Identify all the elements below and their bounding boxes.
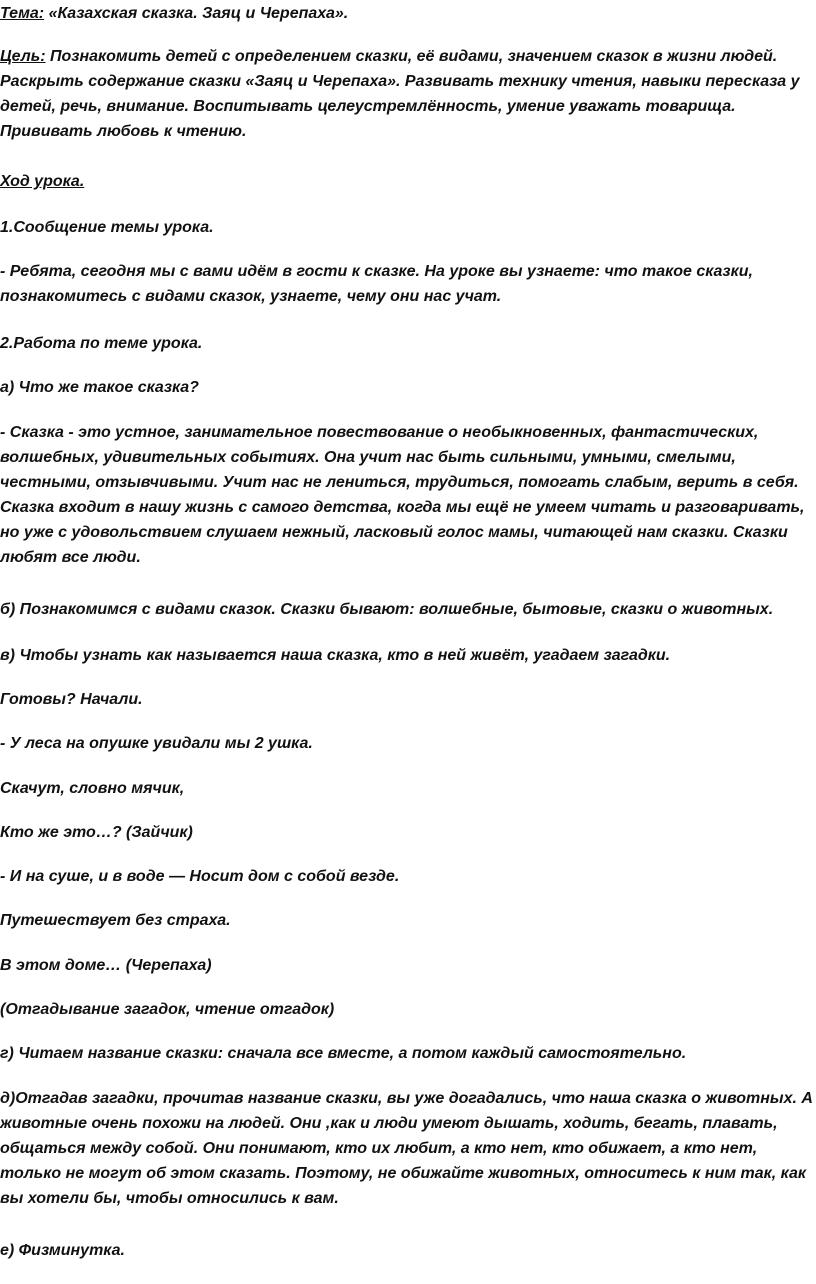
goal-label: Цель: xyxy=(0,48,46,65)
riddle-1-line-3: Кто же это…? (Зайчик) xyxy=(0,824,193,841)
question-what-is-tale: а) Что же такое сказка? xyxy=(0,379,199,396)
riddles-note: (Отгадывание загадок, чтение отгадок) xyxy=(0,1001,335,1018)
title-reading-line: г) Читаем название сказки: сначала все вместе, а потом каждый самостоятельно. xyxy=(0,1045,687,1062)
goal-text: Познакомить детей с определением сказки, её видами, значением сказок в жизни людей. Раскрыть содержание сказки «Заяц и Черепаха». Развивать технику чтения, навыки пересказа у детей, речь, внимание. Воспитывать целеустремлённость, умение уважать товарища. Прививать любовь к чтению. xyxy=(0,48,800,140)
riddle-1-line-1: - У леса на опушке увидали мы 2 ушка. xyxy=(0,735,313,752)
goal-paragraph xyxy=(0,44,816,144)
topic-text: «Казахская сказка. Заяц и Черепаха». xyxy=(44,5,349,22)
riddle-2-line-2: Путешествует без страха. xyxy=(0,912,231,929)
riddle-2-line-3: В этом доме… (Черепаха) xyxy=(0,957,212,974)
animals-paragraph: д)Отгадав загадки, прочитав название сказки, вы уже догадались, что наша сказка о животных. А животные очень похожи на людей. Они ,как и люди умеют дышать, ходить, бегать, плавать, общаться между собой. Они понимают, кто их любит, а кто нет, кто обижает, а кто нет, только не могут об этом сказать. Поэтому, не обижайте животных, относитесь к ним так, как вы хотели бы, чтобы относились к вам. xyxy=(0,1090,813,1207)
topic-line xyxy=(0,1,816,26)
section-2-heading: 2.Работа по теме урока. xyxy=(0,335,203,352)
riddle-2-line-1: - И на суше, и в воде — Носит дом с собой везде. xyxy=(0,868,400,885)
riddle-1-line-2: Скачут, словно мячик, xyxy=(0,780,185,797)
topic-label: Тема: xyxy=(0,5,45,22)
section-1-heading: 1.Сообщение темы урока. xyxy=(0,219,214,236)
tale-types-paragraph: б) Познакомимся с видами сказок. Сказки бывают: волшебные, бытовые, сказки о животных. xyxy=(0,601,774,618)
intro-paragraph: - Ребята, сегодня мы с вами идём в гости к сказке. На уроке вы узнаете: что такое сказки, познакомитесь с видами сказок, узнаете, чему они нас учат. xyxy=(0,263,753,305)
ready-line: Готовы? Начали. xyxy=(0,691,143,708)
definition-paragraph: - Сказка - это устное, занимательное повествование о необыкновенных, фантастических, волшебных, удивительных событиях. Она учит нас быть сильными, умными, смелыми, честными, отзывчивыми. Учит нас не лениться, трудиться, помогать слабым, верить в себя. Сказка входит в нашу жизнь с самого детства, когда мы ещё не умеем читать и разговаривать, но уже с удовольствием слушаем нежный, ласковый голос мамы, читающей нам сказки. Сказки любят все люди. xyxy=(0,424,805,566)
physical-minute-line: е) Физминутка. xyxy=(0,1242,125,1259)
riddles-intro: в) Чтобы узнать как называется наша сказка, кто в ней живёт, угадаем загадки. xyxy=(0,647,671,664)
lesson-heading: Ход урока. xyxy=(0,173,85,190)
